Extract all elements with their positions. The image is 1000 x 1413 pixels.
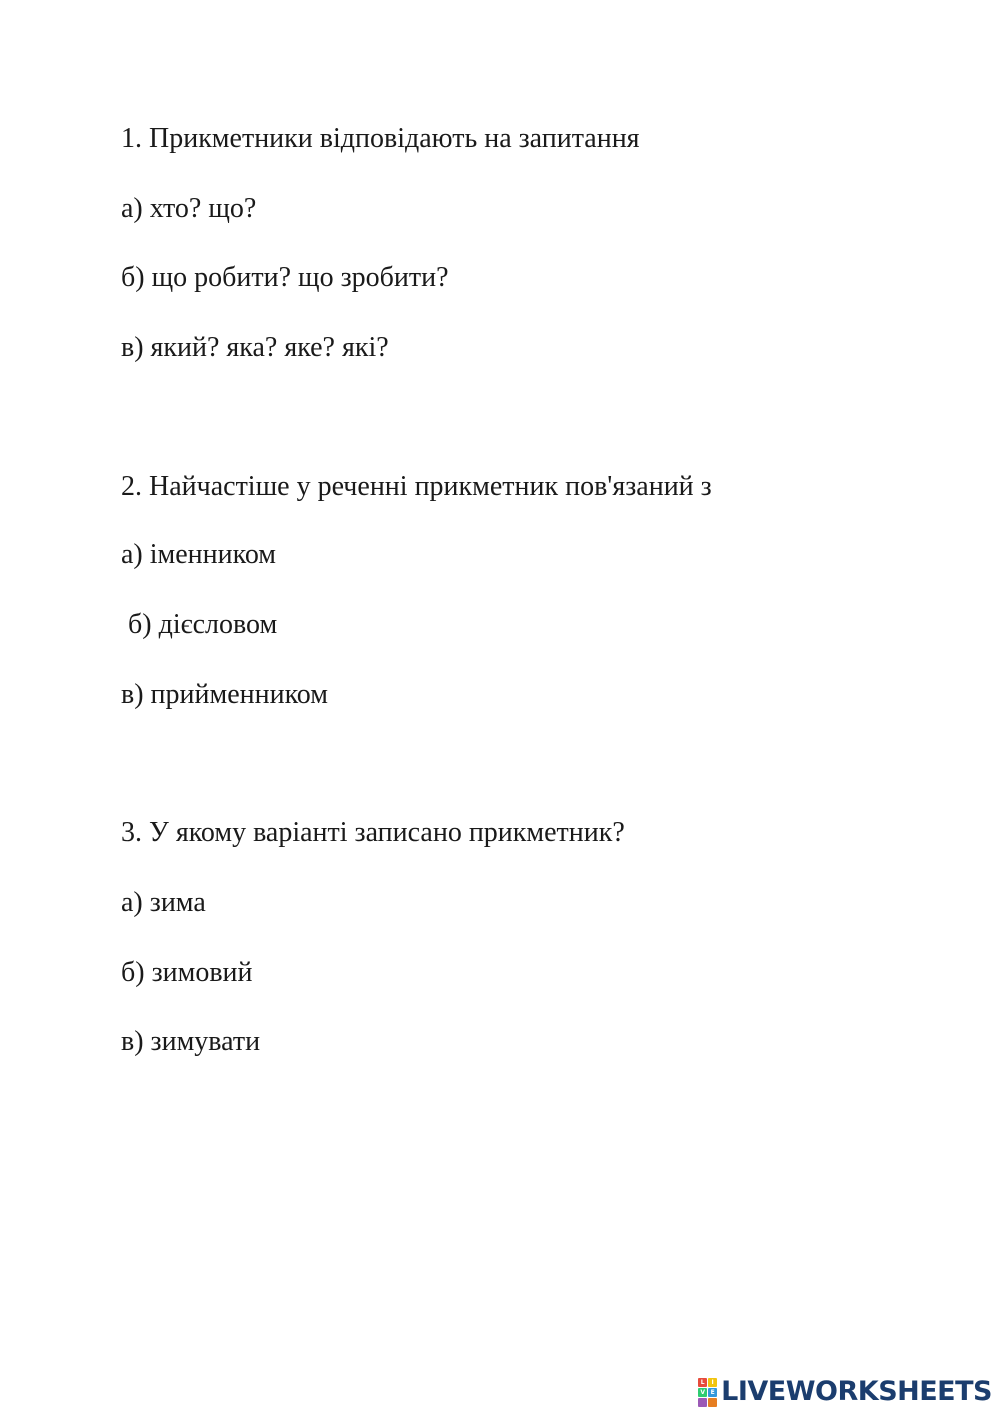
question-1-option-c[interactable]: в) який? яка? яке? які?: [121, 332, 389, 363]
question-2-option-a[interactable]: а) іменником: [121, 539, 276, 570]
logo-block: I: [708, 1378, 717, 1387]
question-2-prompt: 2. Найчастіше у реченні прикметник пов'язаний з: [121, 471, 712, 502]
logo-block: E: [708, 1388, 717, 1397]
question-1-option-b[interactable]: б) що робити? що зробити?: [121, 262, 449, 293]
question-3-option-b[interactable]: б) зимовий: [121, 957, 253, 988]
liveworksheets-watermark: [698, 1375, 992, 1409]
logo-block: V: [698, 1388, 707, 1397]
question-1-prompt: 1. Прикметники відповідають на запитання: [121, 123, 640, 154]
question-3-option-a[interactable]: а) зима: [121, 887, 206, 918]
logo-block: L: [698, 1378, 707, 1387]
logo-block: [708, 1398, 717, 1407]
question-2-option-b[interactable]: б) дієсловом: [121, 609, 278, 640]
question-2-option-c[interactable]: в) прийменником: [121, 679, 328, 710]
question-3-prompt: 3. У якому варіанті записано прикметник?: [121, 817, 625, 848]
question-1-option-a[interactable]: а) хто? що?: [121, 193, 257, 224]
liveworksheets-wordmark: LIVEWORKSHEETS: [721, 1376, 992, 1407]
liveworksheets-logo-icon: [698, 1378, 717, 1407]
logo-block: [698, 1398, 707, 1407]
question-3-option-c[interactable]: в) зимувати: [121, 1026, 261, 1057]
